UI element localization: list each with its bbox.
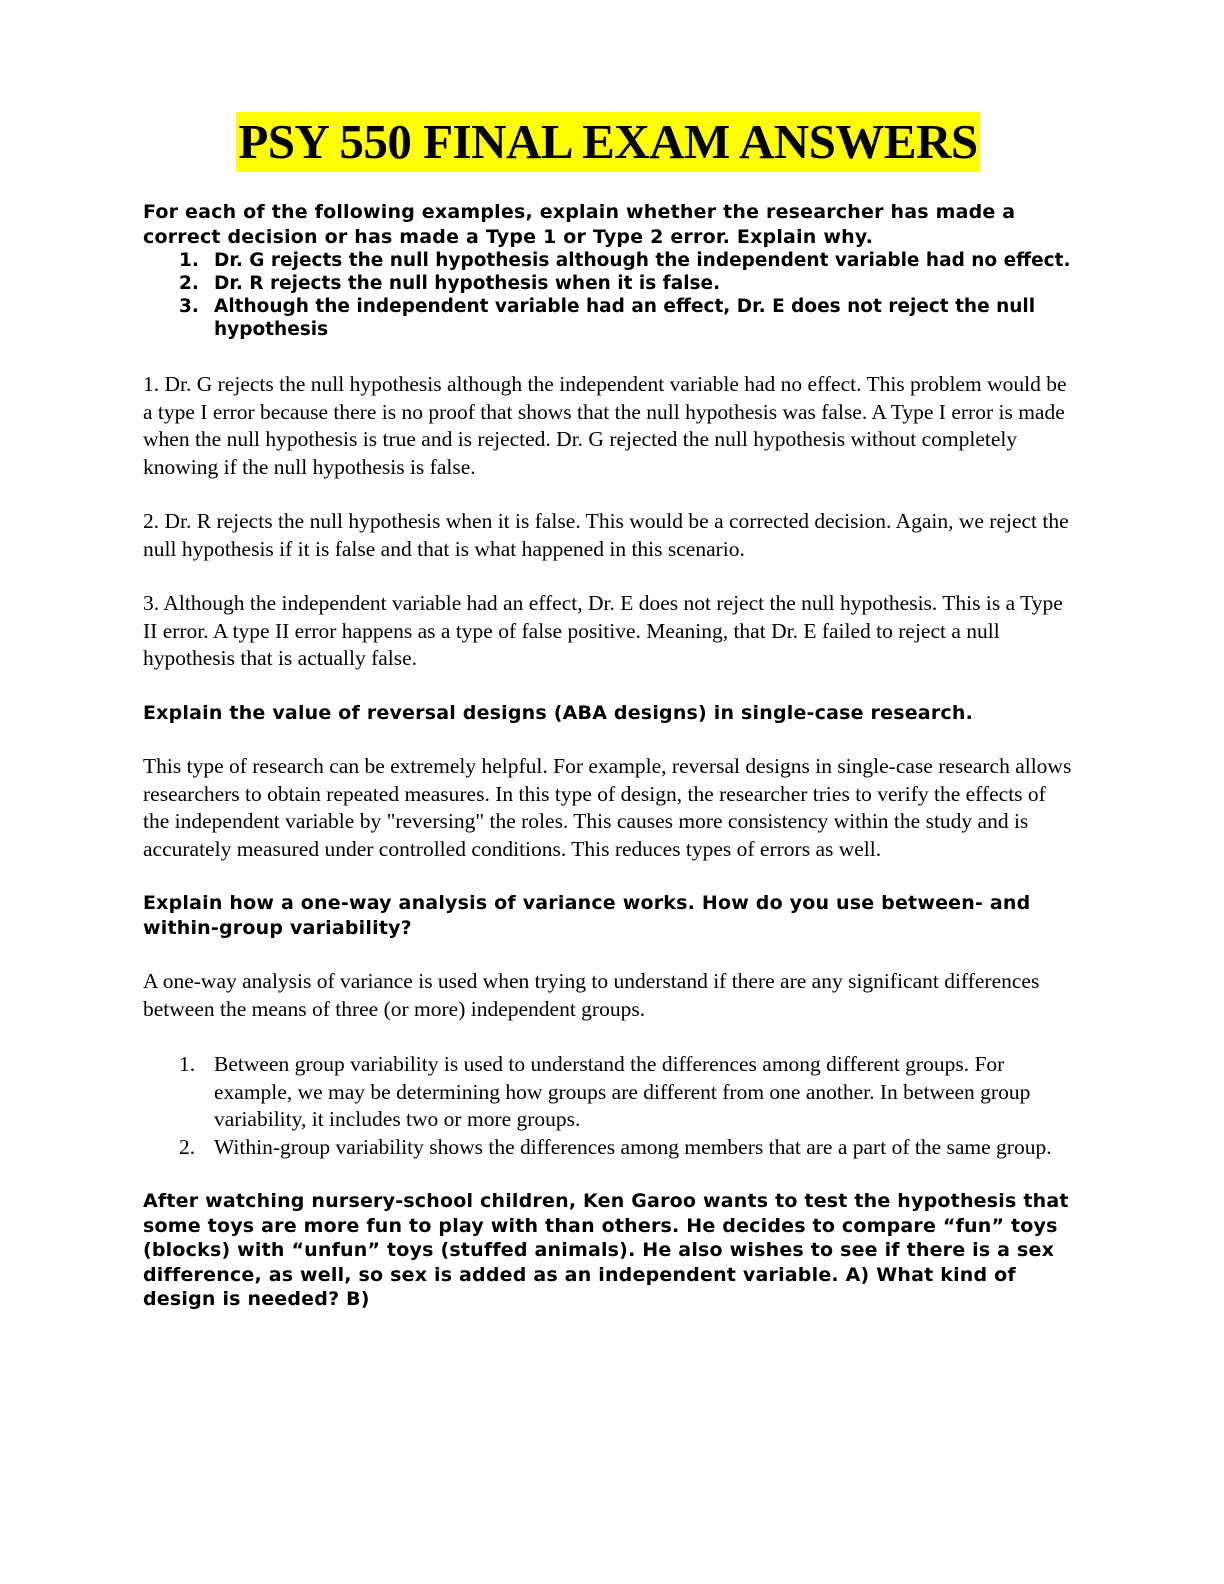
- answer-3-paragraph: 3. Although the independent variable had an effect, Dr. E does not reject the null hypothesis. This is a Type II error. A type II error happens as a type of false positive. Meaning, that Dr. E failed to reject a null hypothesis that is actually false.: [143, 591, 1063, 670]
- question-3-item: [143, 1134, 1073, 1162]
- question-1-item: [143, 272, 1073, 295]
- document-page: [143, 0, 1073, 1312]
- page-title: PSY 550 FINAL EXAM ANSWERS: [236, 112, 979, 172]
- spacer: [143, 341, 1073, 371]
- question-4-prompt: After watching nursery-school children, Ken Garoo wants to test the hypothesis that some toys are more fun to play with than others. He decides to compare “fun” toys (blocks) with “unfun” toys (stuffed animals). He also wishes to see if there is a sex difference, as well, so sex is added as an independent variable. A) What kind of design is needed? B): [143, 1190, 1069, 1310]
- list-item-text: Dr. G rejects the null hypothesis although the independent variable had no effect.: [214, 250, 1071, 271]
- question-1-list: [143, 249, 1073, 341]
- question-1-item: [143, 295, 1073, 341]
- question-2-answer: This type of research can be extremely helpful. For example, reversal designs in single-case research allows researchers to obtain repeated measures. In this type of design, the researcher tries to verify the effects of the independent variable by "reversing" the roles. This causes more consistency within the study and is accurately measured under controlled conditions. This reduces types of errors as well.: [143, 754, 1072, 861]
- spacer: [143, 940, 1073, 968]
- question-3-item: [143, 1051, 1073, 1134]
- list-number: 1.: [179, 1052, 196, 1076]
- list-number: 2.: [179, 273, 199, 294]
- question-3-answer: A one-way analysis of variance is used when trying to understand if there are any significant differences between the means of three (or more) independent groups.: [143, 969, 1040, 1021]
- spacer: [143, 1161, 1073, 1189]
- list-item-text: Although the independent variable had an effect, Dr. E does not reject the null hypothesis: [214, 296, 1036, 340]
- question-1-item: [143, 249, 1073, 272]
- list-number: 2.: [179, 1134, 196, 1159]
- spacer: [143, 863, 1073, 891]
- spacer: [143, 673, 1073, 701]
- title-wrap: [143, 112, 1073, 172]
- list-item-text: Between group variability is used to understand the differences among different groups. For example, we may be determining how groups are different from one another. In between group variability, it includes two or more groups.: [214, 1052, 1031, 1131]
- question-3-list: [143, 1051, 1073, 1161]
- spacer: [143, 481, 1073, 508]
- list-number: 1.: [179, 250, 199, 271]
- answer-1-paragraph: 1. Dr. G rejects the null hypothesis although the independent variable had no effect. This problem would be a type I error because there is no proof that shows that the null hypothesis was false. A Type I error is made when the null hypothesis is true and is rejected. Dr. G rejected the null hypothesis without completely knowing if the null hypothesis is false.: [143, 372, 1067, 479]
- spacer: [143, 725, 1073, 753]
- list-item-text: Within-group variability shows the differences among members that are a part of the same group.: [214, 1134, 1052, 1159]
- answer-2-paragraph: 2. Dr. R rejects the null hypothesis when it is false. This would be a corrected decision. Again, we reject the null hypothesis if it is false and that is what happened in this scenario.: [143, 509, 1069, 561]
- question-2-prompt: Explain the value of reversal designs (ABA designs) in single-case research.: [143, 701, 973, 724]
- list-number: 3.: [179, 296, 199, 317]
- spacer: [143, 563, 1073, 590]
- list-item-text: Dr. R rejects the null hypothesis when it is false.: [214, 273, 721, 294]
- question-1-prompt: For each of the following examples, explain whether the researcher has made a correct decision or has made a Type 1 or Type 2 error. Explain why.: [143, 201, 1016, 248]
- spacer: [143, 1023, 1073, 1051]
- question-3-prompt: Explain how a one-way analysis of variance works. How do you use between- and within-group variability?: [143, 892, 1031, 939]
